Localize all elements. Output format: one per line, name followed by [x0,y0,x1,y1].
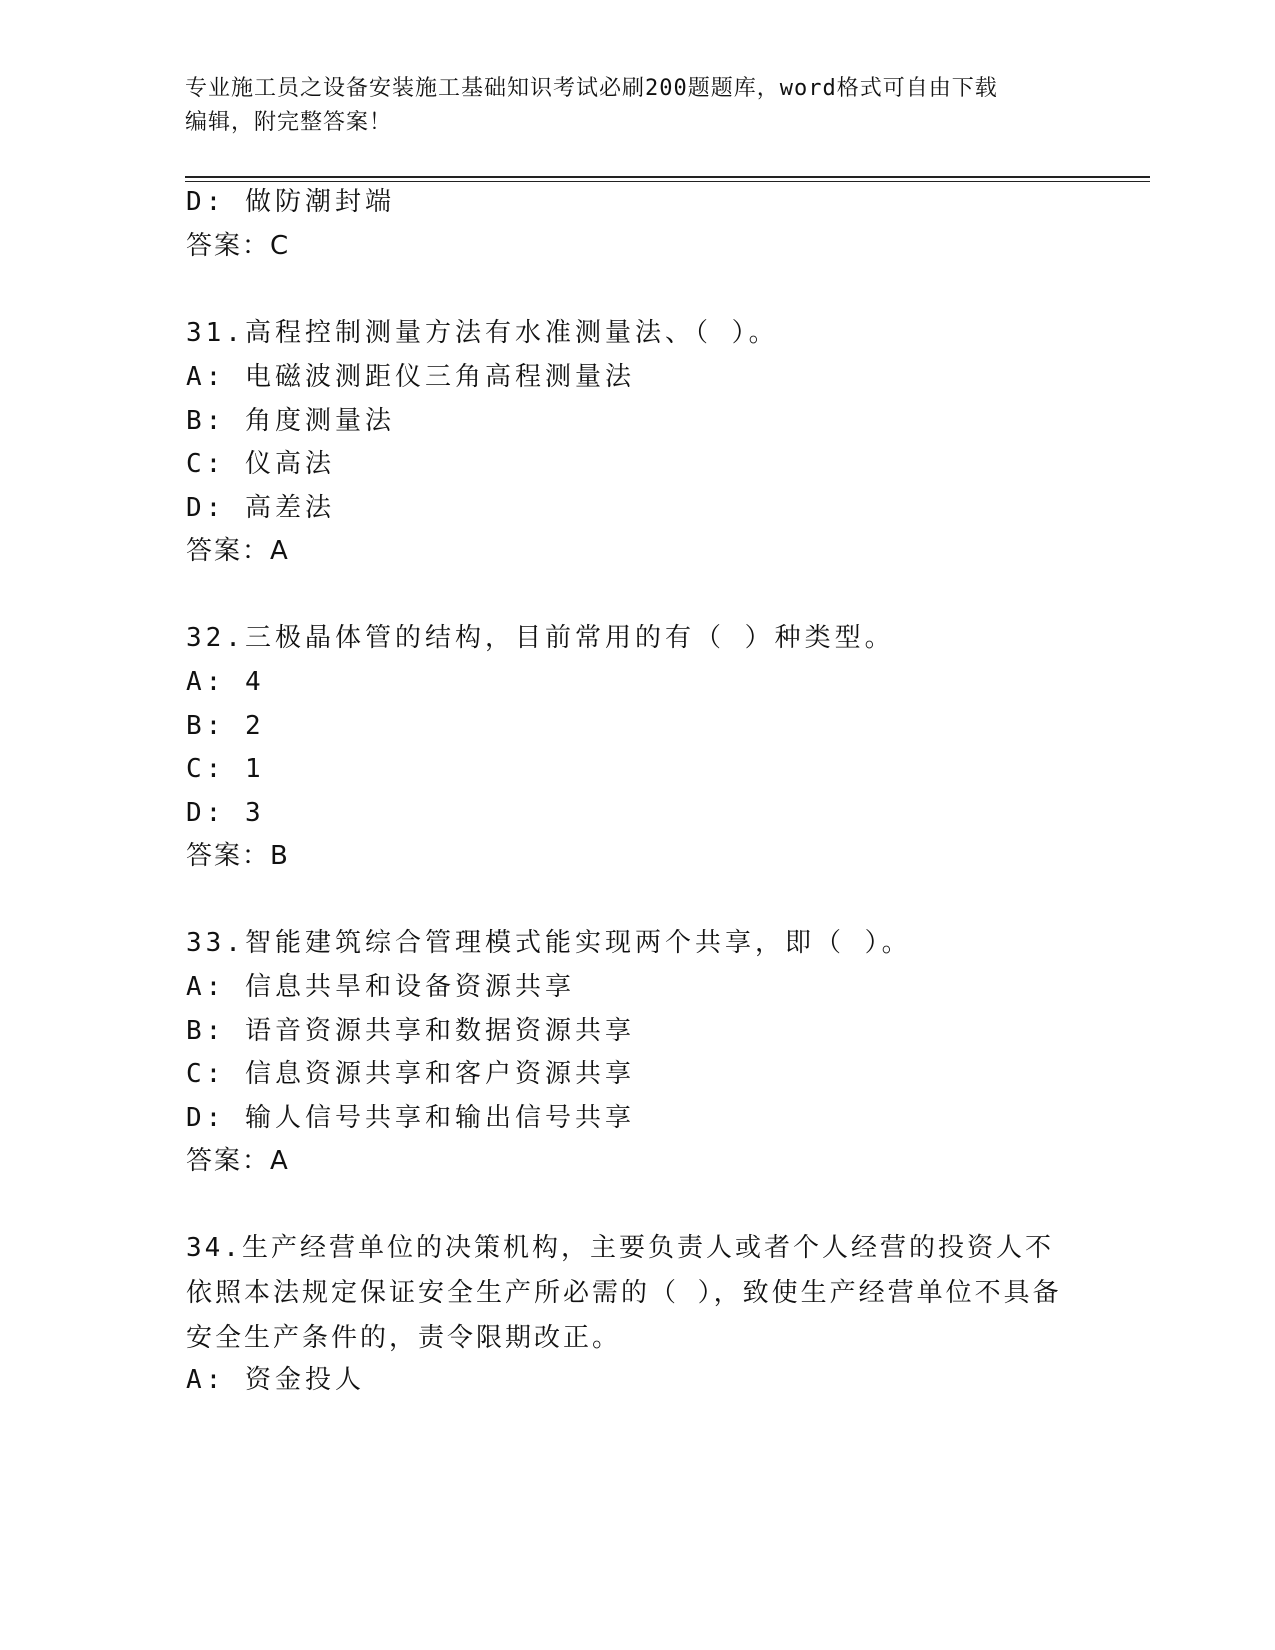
question-33-option-a: A: 信息共旱和设备资源共享 [186,972,575,1002]
prev-answer: 答案：C [186,231,291,261]
question-32-stem: 32.三极晶体管的结构，目前常用的有（ ）种类型。 [186,623,895,653]
question-32-option-d: D: 3 [186,798,265,828]
question-32-option-a: A: 4 [186,667,265,697]
document-header [185,72,1085,140]
question-33-stem: 33.智能建筑综合管理模式能实现两个共享，即（ ）。 [186,928,912,958]
question-33-option-c: C: 信息资源共享和客户资源共享 [186,1059,635,1089]
header-title-line2: 编辑，附完整答案！ [185,110,393,135]
question-31-answer: 答案：A [186,536,290,566]
question-31-stem: 31.高程控制测量方法有水准测量法、（ ）。 [186,318,779,348]
question-31-option-b: B: 角度测量法 [186,406,395,436]
question-33-answer: 答案：A [186,1146,290,1176]
question-31-option-d: D: 高差法 [186,493,335,523]
question-32-option-c: C: 1 [186,754,265,784]
question-34-option-a: A: 资金投人 [186,1365,365,1395]
prev-option-d: D: 做防潮封端 [186,187,395,217]
question-31-option-a: A: 电磁波测距仪三角高程测量法 [186,362,635,392]
question-33-option-d: D: 输人信号共享和输出信号共享 [186,1103,635,1133]
header-title-line1: 专业施工员之设备安装施工基础知识考试必刷200题题库，word格式可自由下载 [185,76,998,101]
question-32-answer: 答案：B [186,841,290,871]
header-divider-thin [185,181,1150,182]
question-34-stem: 34.生产经营单位的决策机构，主要负责人或者个人经营的投资人不依照本法规定保证安全生产所必需的（ ），致使生产经营单位不具备安全生产条件的，责令限期改正。 [186,1233,1062,1353]
question-32-option-b: B: 2 [186,711,265,741]
question-33-option-b: B: 语音资源共享和数据资源共享 [186,1016,635,1046]
header-divider-thick [185,176,1150,178]
question-31-option-c: C: 仪高法 [186,449,335,479]
